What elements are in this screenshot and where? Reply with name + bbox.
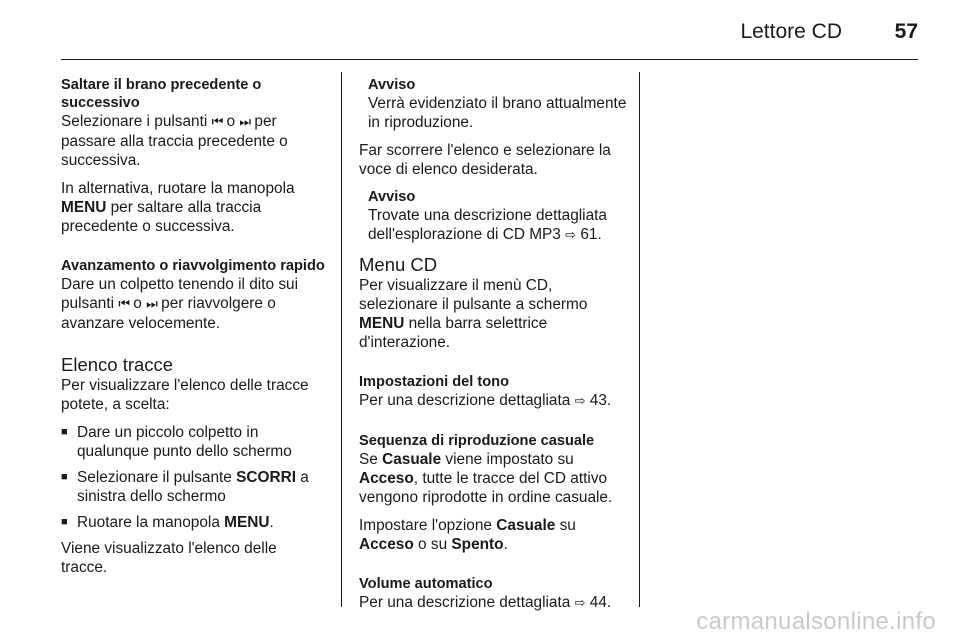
track-list-outro: Viene visualizzato l'elenco delle tracce. — [61, 540, 277, 576]
list-item: ■ Selezionare il pulsante SCORRI a sinistra dello schermo — [61, 469, 309, 505]
bullet-square-icon: ■ — [61, 516, 68, 528]
column-divider-right — [639, 72, 640, 607]
notice-label: Avviso — [368, 77, 416, 93]
fast-forward-heading: Avanzamento o riavvolgimento rapido — [61, 258, 325, 274]
column-divider-left — [341, 72, 342, 607]
page-reference-icon: ⇨ — [574, 596, 586, 611]
skip-heading: Saltare il brano precedente o successivo — [61, 77, 262, 111]
tone-heading: Impostazioni del tono — [359, 374, 509, 390]
page-reference-icon: ⇨ — [574, 394, 586, 409]
bullet-square-icon: ■ — [61, 426, 68, 438]
column-left — [61, 76, 327, 586]
page-title: Lettore CD — [740, 20, 842, 43]
page-reference-icon: ⇨ — [565, 228, 577, 243]
previous-track-icon: ⏮ — [118, 297, 130, 312]
next-track-icon: ⏭ — [146, 297, 157, 312]
page-number: 57 — [894, 20, 918, 43]
fast-forward-paragraph: Dare un colpetto tenendo il dito sui pulsanti ⏮ o ⏭ per riavvolgere o avanzare velocemente. — [61, 276, 298, 332]
shuffle-heading: Sequenza di riproduzione casuale — [359, 433, 595, 449]
header-divider — [61, 59, 918, 60]
previous-track-icon: ⏮ — [211, 115, 223, 130]
tone-paragraph: Per una descrizione dettagliata ⇨ 43. — [359, 392, 612, 409]
skip-paragraph-2: In alternativa, ruotare la manopola MENU per saltare alla traccia precedente o successiva. — [61, 180, 295, 235]
skip-paragraph-1: Selezionare i pulsanti ⏮ o ⏭ per passare alla traccia precedente o successiva. — [61, 113, 288, 169]
cd-menu-paragraph: Per visualizzare il menù CD, selezionare il pulsante a schermo MENU nella barra selettrice d'interazione. — [359, 277, 588, 351]
auto-volume-heading: Volume automatico — [359, 576, 493, 592]
shuffle-paragraph-2: Impostare l'opzione Casuale su Acceso o su Spento. — [359, 517, 576, 553]
notice-text: Trovate una descrizione dettagliata dell'esplorazione di CD MP3 ⇨ 61. — [368, 207, 607, 243]
notice-label: Avviso — [368, 189, 416, 205]
cd-menu-title: Menu CD — [359, 254, 438, 275]
next-track-icon: ⏭ — [239, 115, 251, 130]
scroll-paragraph: Far scorrere l'elenco e selezionare la voce di elenco desiderata. — [359, 142, 611, 178]
notice-text: Verrà evidenziato il brano attualmente in riproduzione. — [368, 95, 627, 131]
column-middle — [359, 76, 627, 622]
notice-box — [368, 76, 627, 132]
watermark: carmanualsonline.info — [696, 608, 936, 635]
notice-box — [368, 188, 627, 245]
list-item: ■ Dare un piccolo colpetto in qualunque punto dello schermo — [61, 424, 292, 460]
track-list-title: Elenco tracce — [61, 354, 174, 375]
shuffle-paragraph-1: Se Casuale viene impostato su Acceso, tutte le tracce del CD attivo vengono riprodotte in ordine casuale. — [359, 451, 613, 506]
list-item: ■ Ruotare la manopola MENU. — [61, 514, 274, 531]
track-list-intro: Per visualizzare l'elenco delle tracce potete, a scelta: — [61, 377, 309, 413]
bullet-square-icon: ■ — [61, 471, 68, 483]
auto-volume-paragraph: Per una descrizione dettagliata ⇨ 44. — [359, 594, 612, 611]
